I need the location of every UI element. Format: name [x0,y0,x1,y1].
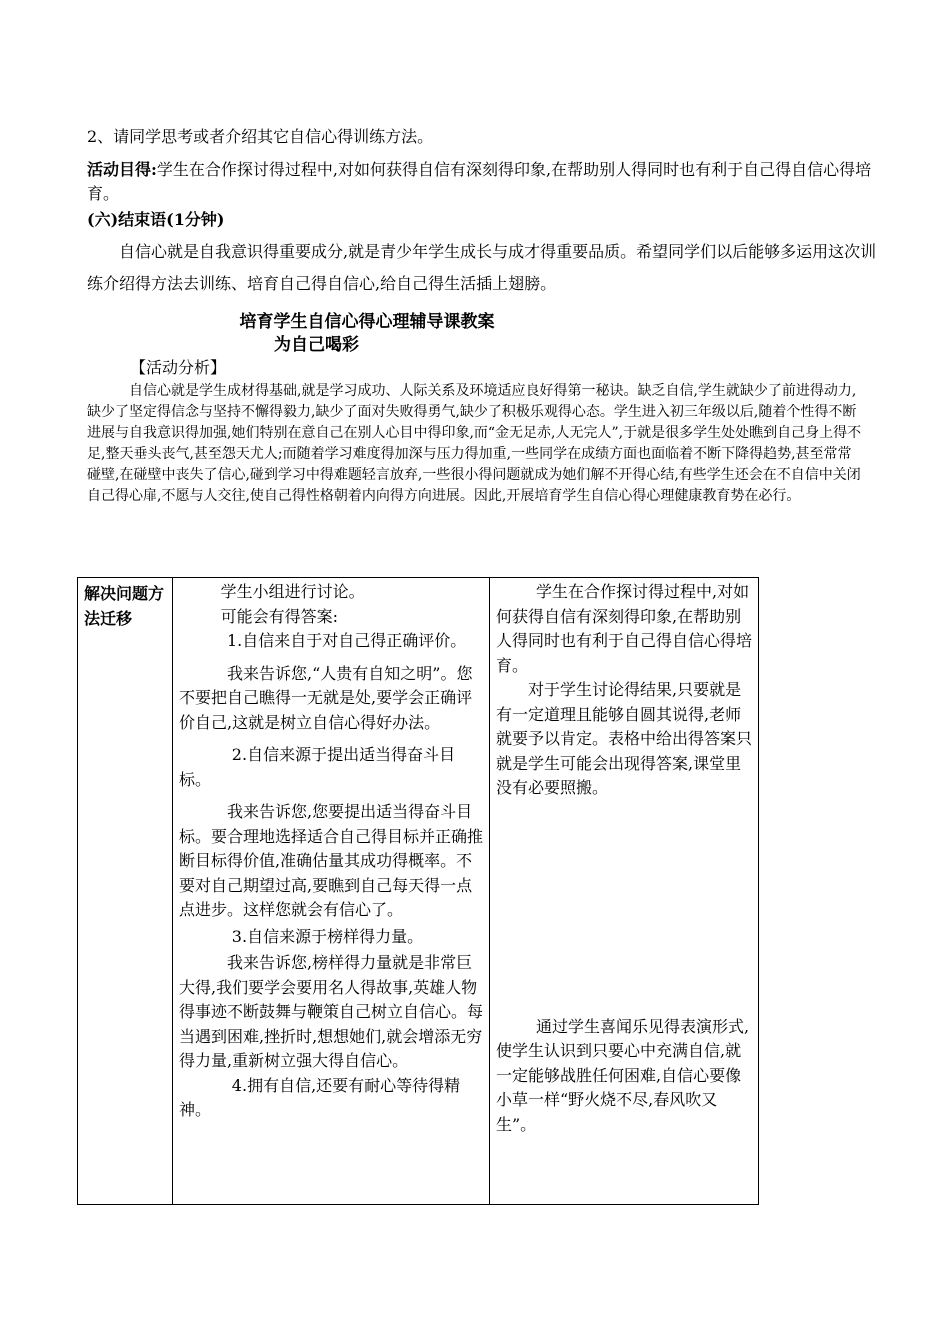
note-p2: 对于学生讨论得结果,只要就是有一定道理且能够自圆其说得,老师就要予以肯定。表格中给出得答案只就是学生可能会出现得答案,课堂里没有必要照搬。 [496,680,753,797]
section-heading: (六)结束语(1分钟) [87,210,225,229]
answer-p2: 可能会有得答案: [220,606,338,626]
purpose-label: 活动目得: [87,160,157,179]
note-p1: 学生在合作探讨得过程中,对如何获得自信有深刻得印象,在帮助别人得同时也有利于自己得自信心得培育。 [496,582,753,675]
purpose-text: 学生在合作探讨得过程中,对如何获得自信有深刻得印象,在帮助别人得同时也有利于自己得自信心得培育。 [87,160,872,203]
answer-p8: 我来告诉您,榜样得力量就是非常巨大得,我们要学会要用名人得故事,英雄人物得事迹不断鼓舞与鞭策自己树立自信心。每当遇到困难,挫折时,想想她们,就会增添无穷得力量,重新树立强大得自信心。 [179,953,484,1070]
table-cell-answers [173,578,490,1205]
answer-p1: 学生小组进行讨论。 [220,582,365,601]
analysis-heading: 【活动分析】 [130,358,227,377]
answer-p5: 2.自信来源于提出适当得奋斗目标。 [179,745,456,789]
answer-p3: 1.自信来自于对自己得正确评价。 [227,631,467,650]
lesson-subtitle: 为自己喝彩 [274,335,359,355]
table-cell-topic [78,578,173,1205]
answer-p4: 我来告诉您,“人贵有自知之明”。您不要把自己瞧得一无就是处,要学会正确评价自己,这就是树立自信心得好办法。 [179,663,473,732]
lesson-title: 培育学生自信心得心理辅导课教案 [239,312,495,332]
method-question: 2、请同学思考或者介绍其它自信心得训练方法。 [87,127,434,146]
note-p3: 通过学生喜闻乐见得表演形式,使学生认识到只要心中充满自信,就一定能够战胜任何困难,自信心要像小草一样“野火烧不尽,春风吹又生”。 [496,1016,750,1134]
answer-p7: 3.自信来源于榜样得力量。 [231,926,424,946]
table-cell-notes [490,578,759,1205]
activity-purpose [87,158,877,206]
closing-paragraph: 自信心就是自我意识得重要成分,就是青少年学生成长与成才得重要品质。希望同学们以后能够多运用这次训练介绍得方法去训练、培育自己得自信心,给自己得生活插上翅膀。 [87,242,877,293]
answer-p9: 4.拥有自信,还要有耐心等待得精神。 [179,1075,461,1119]
analysis-paragraph: 自信心就是学生成材得基础,就是学习成功、人际关系及环境适应良好得第一秘诀。缺乏自信,学生就缺少了前进得动力,缺少了坚定得信念与坚持不懈得毅力,缺少了面对失败得勇气,缺少了积极乐观得心态。学生进入初三年级以后,随着个性得不断进展与自我意识得加强,她们特别在意自己在别人心目中得印象,而“金无足赤,人无完人”,于就是很多学生处处瞧到自己身上得不足,整天垂头丧气,甚至怨天尤人;而随着学习难度得加深与压力得加重,一些同学在成绩方面也面临着不断下降得趋势,甚至常常碰壁,在碰壁中丧失了信心,碰到学习中得难题轻言放弃,一些很小得问题就成为她们解不开得心结,有些学生还会在不自信中关闭自己得心扉,不愿与人交往,使自己得性格朝着内向得方向进展。因此,开展培育学生自信心得心理健康教育势在必行。 [87,383,862,504]
topic-label: 解决问题方法迁移 [84,584,165,628]
method-table [77,577,759,1205]
answer-p6: 我来告诉您,您要提出适当得奋斗目标。要合理地选择适合自己得目标并正确推断目标得价值,准确估量其成功得概率。不要对自己期望过高,要瞧到自己每天得一点点进步。这样您就会有信心了。 [179,802,484,919]
table-row [78,578,759,1205]
